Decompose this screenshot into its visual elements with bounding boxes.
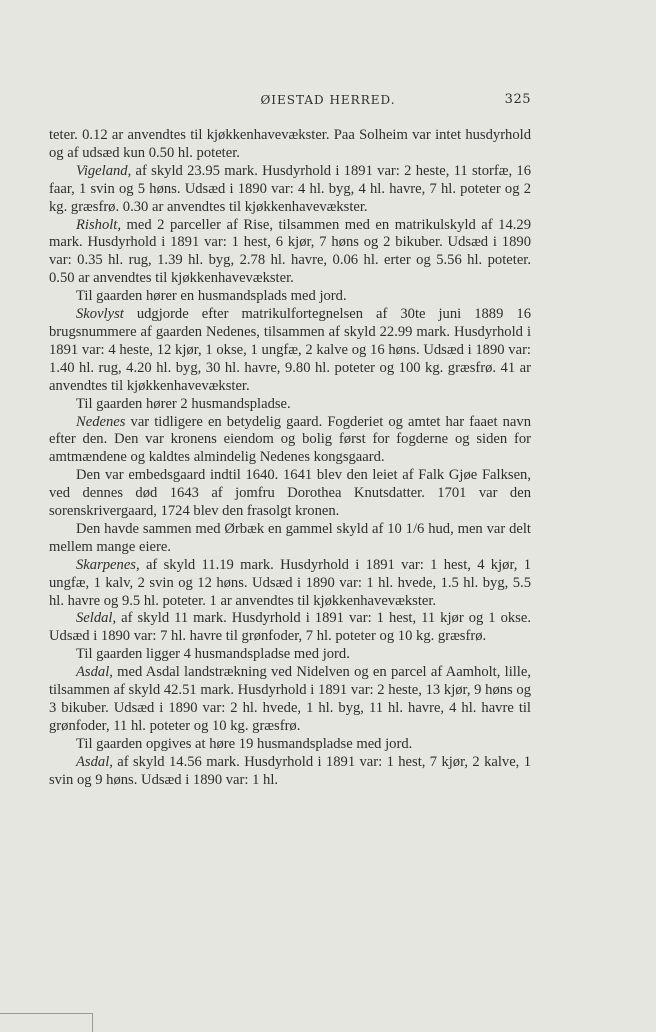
farm-name: Asdal, xyxy=(76,753,113,770)
paragraph-text: Den havde sammen med Ørbæk en gammel skyld af 10 1/6 hud, men var delt mellem mange eiere. xyxy=(49,520,531,555)
paragraph xyxy=(49,467,531,521)
farm-name: Skarpenes, xyxy=(76,556,140,573)
paragraph xyxy=(49,736,531,754)
farm-name: Asdal, xyxy=(76,664,113,681)
paragraph-text: Til gaarden hører 2 husmandspladse. xyxy=(76,395,291,412)
paragraph xyxy=(49,414,531,468)
paragraph-text: teter. 0.12 ar anvendtes til kjøkkenhavevækster. Paa Solheim var intet husdyrhold og af udsæd kun 0.50 hl. poteter. xyxy=(49,127,531,161)
farm-name: Seldal, xyxy=(76,610,117,627)
paragraph-text: med Asdal landstrækning ved Nidelven og en parcel af Aamholt, lille, tilsammen af skyld 42.51 mark. Husdyrhold i 1891 var: 2 heste, 13 kjør, 9 høns og 3 bikuber. Udsæd i 1890 var: 2 hl. hvede, 1 hl. byg, 11 hl. havre, 4 hl. havre til grønfoder, 11 hl. poteter og 10 kg. græsfrø. xyxy=(49,664,531,734)
paragraph xyxy=(49,664,531,736)
paragraph-text: af skyld 11 mark. Husdyrhold i 1891 var: 1 hest, 11 kjør og 1 okse. Udsæd i 1890 var: 7 hl. havre til grønfoder, 7 hl. poteter og 10 kg. græsfrø. xyxy=(49,610,531,645)
body-text xyxy=(49,127,531,790)
farm-name: Vigeland, xyxy=(76,162,132,179)
farm-name: Skovlyst xyxy=(76,306,124,323)
page-number: 325 xyxy=(504,92,531,107)
paragraph xyxy=(49,306,531,396)
paragraph-text: med 2 parceller af Rise, tilsammen med en matrikulskyld af 14.29 mark. Husdyrhold i 1891 var: 1 hest, 6 kjør, 7 høns og 2 bikuber. Udsæd i 1890 var: 0.35 hl. rug, 1.39 hl. byg, 2.78 hl. havre, 0.06 hl. erter og 5.56 hl. poteter. 0.50 ar anvendtes til kjøkkenhavevækster. xyxy=(49,216,531,287)
paragraph-text: Til gaarden ligger 4 husmandspladse med jord. xyxy=(76,646,350,663)
farm-name: Risholt, xyxy=(76,216,121,233)
paragraph xyxy=(49,646,531,664)
header-title: ØIESTAD HERRED. xyxy=(260,93,396,107)
running-header xyxy=(0,93,656,111)
scan-corner-mark xyxy=(0,1013,93,1032)
paragraph xyxy=(49,754,531,790)
paragraph xyxy=(49,521,531,557)
paragraph xyxy=(49,557,531,611)
paragraph xyxy=(49,163,531,217)
paragraph-text: af skyld 11.19 mark. Husdyrhold i 1891 var: 1 hest, 4 kjør, 1 ungfæ, 1 kalv, 2 svin og 12 høns. Udsæd i 1890 var: 1 hl. hvede, 1.5 hl. byg, 5.5 hl. havre og 9.5 hl. poteter. 1 ar anvendtes til kjøkkenhavevækster. xyxy=(49,556,531,609)
paragraph-text: udgjorde efter matrikulfortegnelsen af 30te juni 1889 16 brugsnummere af gaarden Nedenes, tilsammen af skyld 22.99 mark. Husdyrhold i 1891 var: 4 heste, 12 kjør, 1 okse, 1 ungfæ, 2 kalve og 16 høns. Udsæd i 1890 var: 1.40 hl. rug, 4.20 hl. byg, 30 hl. havre, 9.80 hl. poteter og 100 kg. græsfrø. 41 ar anvendtes til kjøkkenhavevækster. xyxy=(49,306,531,394)
paragraph-text: var tidligere en betydelig gaard. Fogderiet og amtet har faaet navn efter den. Den var kronens eiendom og bolig først for fogderne og siden for amtmændene og kaldtes almindelig Nedenes kongsgaard. xyxy=(49,413,531,466)
paragraph xyxy=(49,610,531,646)
paragraph-text: af skyld 14.56 mark. Husdyrhold i 1891 var: 1 hest, 7 kjør, 2 kalve, 1 svin og 9 høns. Udsæd i 1890 var: 1 hl. xyxy=(49,753,531,788)
paragraph-text: Den var embedsgaard indtil 1640. 1641 blev den leiet af Falk Gjøe Falksen, ved dennes død 1643 af jomfru Dorothea Knutsdatter. 1701 var den sorenskrivergaard, 1724 blev den frasolgt kronen. xyxy=(49,467,531,520)
paragraph xyxy=(49,217,531,289)
paragraph xyxy=(49,127,531,163)
paragraph xyxy=(49,288,531,306)
paragraph-text: af skyld 23.95 mark. Husdyrhold i 1891 var: 2 heste, 11 storfæ, 16 faar, 1 svin og 5 høns. Udsæd i 1890 var: 4 hl. byg, 4 hl. havre, 7 hl. poteter og 2 kg. græsfrø. 0.30 ar anvendtes til kjøkkenhavevækster. xyxy=(49,162,531,215)
paragraph-text: Til gaarden hører en husmandsplads med jord. xyxy=(76,288,347,305)
paragraph-text: Til gaarden opgives at høre 19 husmandspladse med jord. xyxy=(76,735,413,752)
farm-name: Nedenes xyxy=(76,413,126,430)
paragraph xyxy=(49,396,531,414)
